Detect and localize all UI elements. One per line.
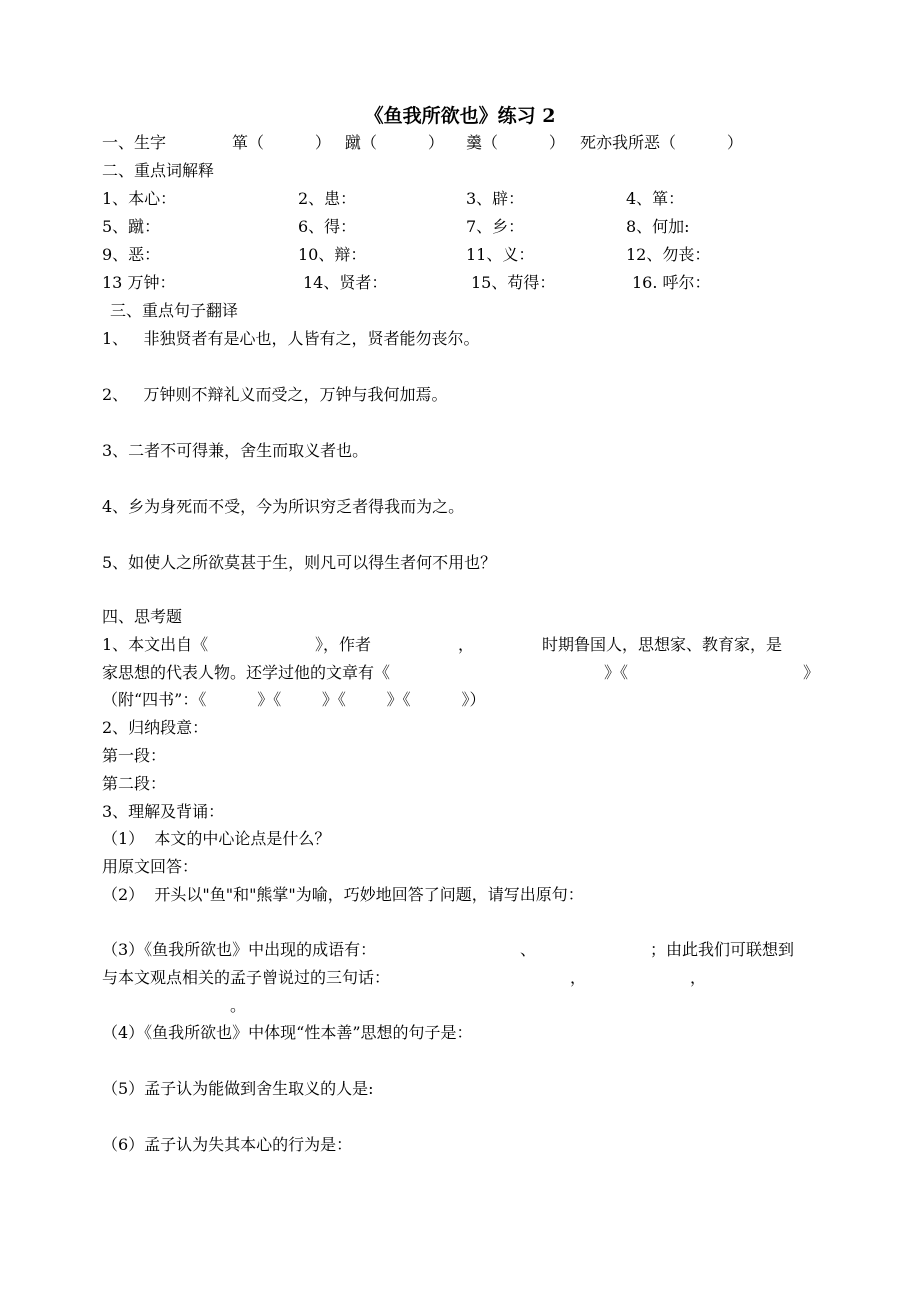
q3-sub4: （4）《鱼我所欲也》中体现“性本善”思想的句子是： [102,1023,473,1042]
q2-para1: 第一段： [102,746,167,765]
vocab-item: 9、恶： [102,245,161,264]
q3-sub3: ， [690,968,707,987]
vocab-item: 15、苟得： [471,273,556,292]
q3-sub3: ， [570,968,587,987]
vocab-item: 2、患： [298,189,357,208]
translation-item: 1、 非独贤者有是心也，人皆有之，贤者能勿丧尔。 [102,329,480,348]
section3-heading: 三、重点句子翻译 [110,301,239,320]
q3-sub3: ；由此我们可联想到 [650,940,795,959]
vocab-item: 14、贤者： [303,273,388,292]
q1-text: 》，作者 [315,635,372,654]
vocab-item: 1、本心： [102,189,177,208]
q3-sub3: 。 [230,996,247,1015]
vocab-item: 8、何加: [626,217,690,236]
char-item: 羹（ ） [466,133,565,152]
q1-text: ， [458,635,475,654]
q3-sub3: （3）《鱼我所欲也》中出现的成语有： [102,940,377,959]
translation-item: 2、 万钟则不辩礼义而受之，万钟与我何加焉。 [102,385,448,404]
q1-text: 时期鲁国人，思想家、教育家，是 [542,635,783,654]
translation-item: 4、乡为身死而不受，今为所识穷乏者得我而为之。 [102,497,465,516]
vocab-item: 10、辩： [298,245,367,264]
vocab-item: 11、义： [466,245,535,264]
q1-text: 》 [803,663,820,682]
q2-label: 2、归纳段意： [102,718,209,737]
vocab-item: 3、辟： [466,189,525,208]
vocab-item: 13 万钟： [102,273,176,292]
q3-sub2: （2） 开头以"鱼"和"熊掌"为喻，巧妙地回答了问题，请写出原句： [102,885,584,904]
q3-label: 3、理解及背诵： [102,802,225,821]
q1-four-books: （附“四书”：《 》《 》《 》《 》） [102,690,486,709]
q3-sub3: 、 [520,940,537,959]
page-title: 《鱼我所欲也》练习 2 [364,105,556,127]
q1-text: 家思想的代表人物。还学过他的文章有《 [102,663,391,682]
char-item: 蹴（ ） [345,133,444,152]
vocab-item: 4、箪： [626,189,685,208]
q1-text: 》《 [604,663,629,682]
vocab-item: 16. 呼尔： [632,273,711,292]
q3-sub1: （1） 本文的中心论点是什么？ [102,829,331,848]
q2-para2: 第二段： [102,774,167,793]
q3-sub3: 与本文观点相关的孟子曾说过的三句话： [102,968,391,987]
char-item: 箪（ ） [232,133,331,152]
vocab-item: 6、得： [298,217,357,236]
vocab-item: 5、蹴： [102,217,161,236]
char-item: 死亦我所恶（ ） [580,133,743,152]
section1-label: 一、生字 [102,133,167,152]
q3-sub6: （6）孟子认为失其本心的行为是： [102,1135,353,1154]
section2-heading: 二、重点词解释 [102,161,215,180]
q3-sub1-answer: 用原文回答： [102,857,199,876]
section4-heading: 四、思考题 [102,607,183,626]
q1-text: 1、本文出自《 [102,635,209,654]
q3-sub5: （5）孟子认为能做到舍生取义的人是: [102,1079,374,1098]
vocab-item: 7、乡： [466,217,525,236]
translation-item: 3、二者不可得兼，舍生而取义者也。 [102,441,369,460]
translation-item: 5、如使人之所欲莫甚于生，则凡可以得生者何不用也？ [102,553,497,572]
vocab-item: 12、勿丧： [626,245,711,264]
